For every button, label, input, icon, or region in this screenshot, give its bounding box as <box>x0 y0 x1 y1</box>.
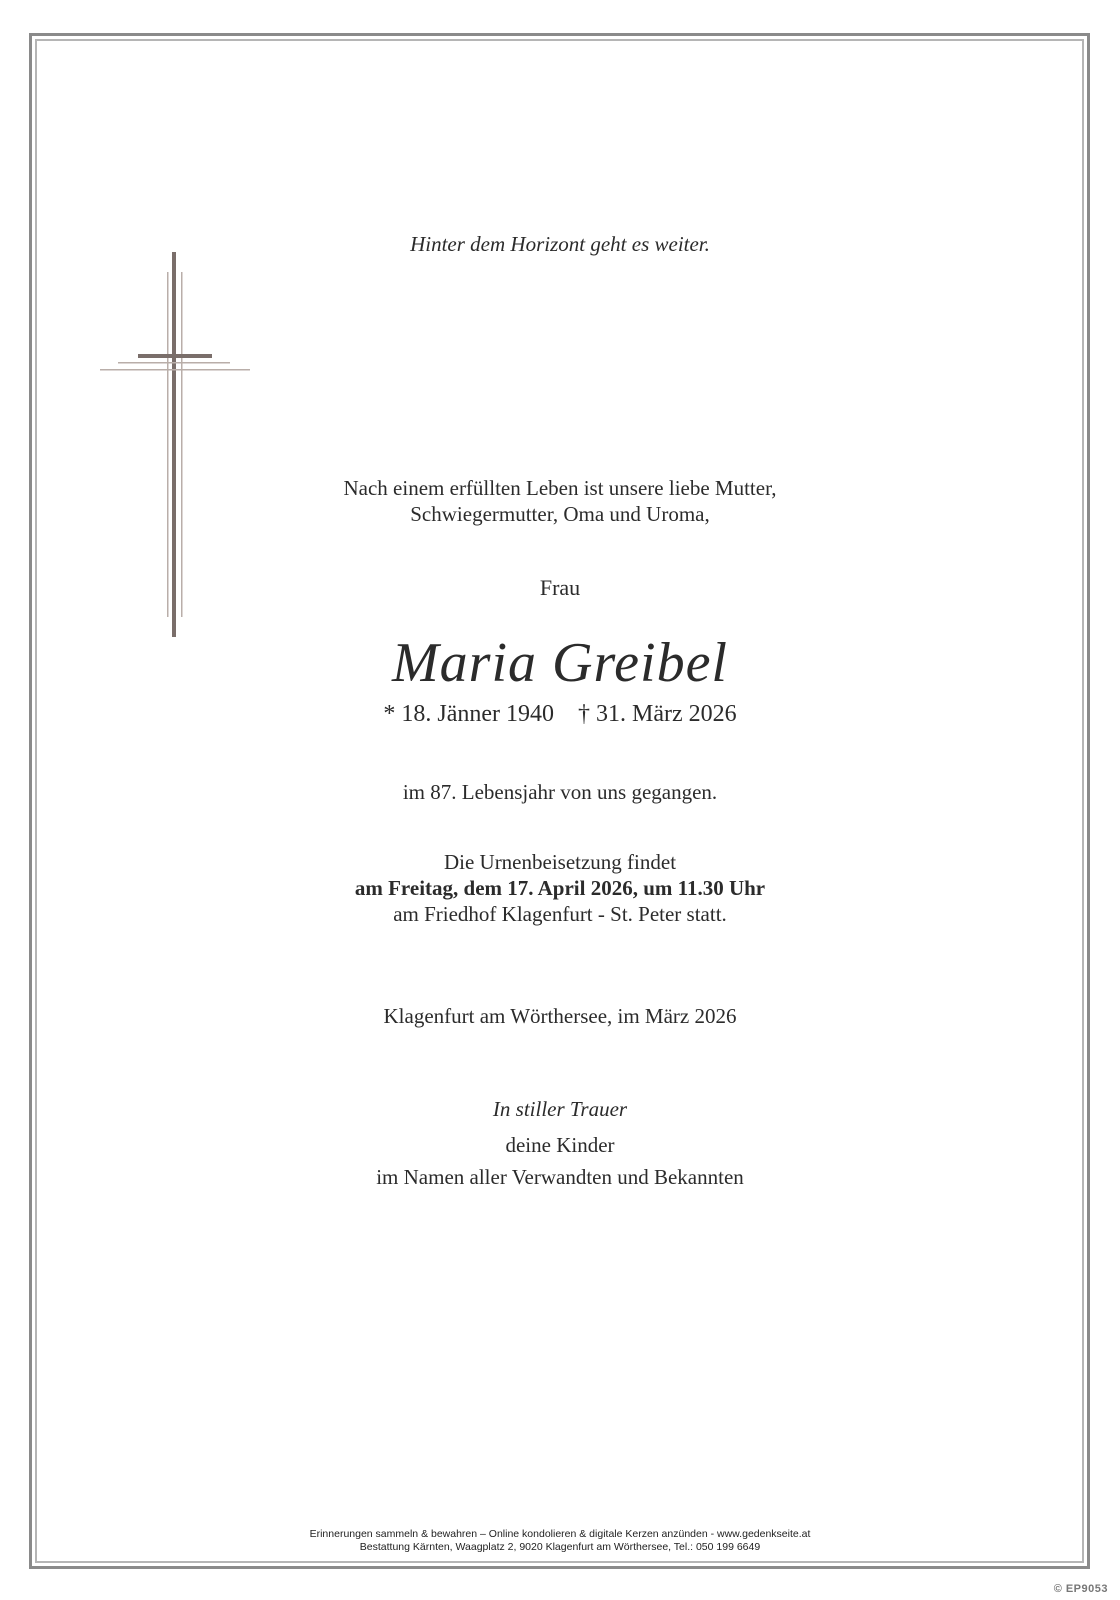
footer-line-1: Erinnerungen sammeln & bewahren – Online kondolieren & digitale Kerzen anzünden - www.gedenkseite.at <box>309 1528 811 1540</box>
motto: Hinter dem Horizont geht es weiter. <box>410 232 710 256</box>
salutation: Frau <box>539 575 581 600</box>
footer <box>0 1528 1120 1554</box>
intro-line-1: Nach einem erfüllten Leben ist unsere liebe Mutter, <box>343 476 777 500</box>
burial-line-1: Die Urnenbeisetzung findet <box>443 850 677 874</box>
mourning-heading: In stiller Trauer <box>492 1097 628 1121</box>
intro-line-2: Schwiegermutter, Oma und Uroma, <box>410 502 710 526</box>
burial-info <box>0 849 1120 927</box>
signer-children: deine Kinder <box>505 1133 615 1157</box>
place-date: Klagenfurt am Wörthersee, im März 2026 <box>383 1004 737 1028</box>
template-code: © EP9053 <box>1053 1583 1108 1595</box>
death-date: † 31. März 2026 <box>578 701 737 727</box>
signer-relatives: im Namen aller Verwandten und Bekannten <box>376 1165 744 1189</box>
intro-text <box>0 475 1120 527</box>
deceased-name: Maria Greibel <box>392 632 728 694</box>
footer-line-2: Bestattung Kärnten, Waagplatz 2, 9020 Klagenfurt am Wörthersee, Tel.: 050 199 6649 <box>359 1541 761 1553</box>
burial-date: am Freitag, dem 17. April 2026, um 11.30 Uhr <box>354 876 766 900</box>
burial-location: am Friedhof Klagenfurt - St. Peter statt. <box>393 902 727 926</box>
life-dates <box>0 701 1120 728</box>
birth-date: * 18. Jänner 1940 <box>383 701 554 727</box>
age-text: im 87. Lebensjahr von uns gegangen. <box>402 780 718 804</box>
